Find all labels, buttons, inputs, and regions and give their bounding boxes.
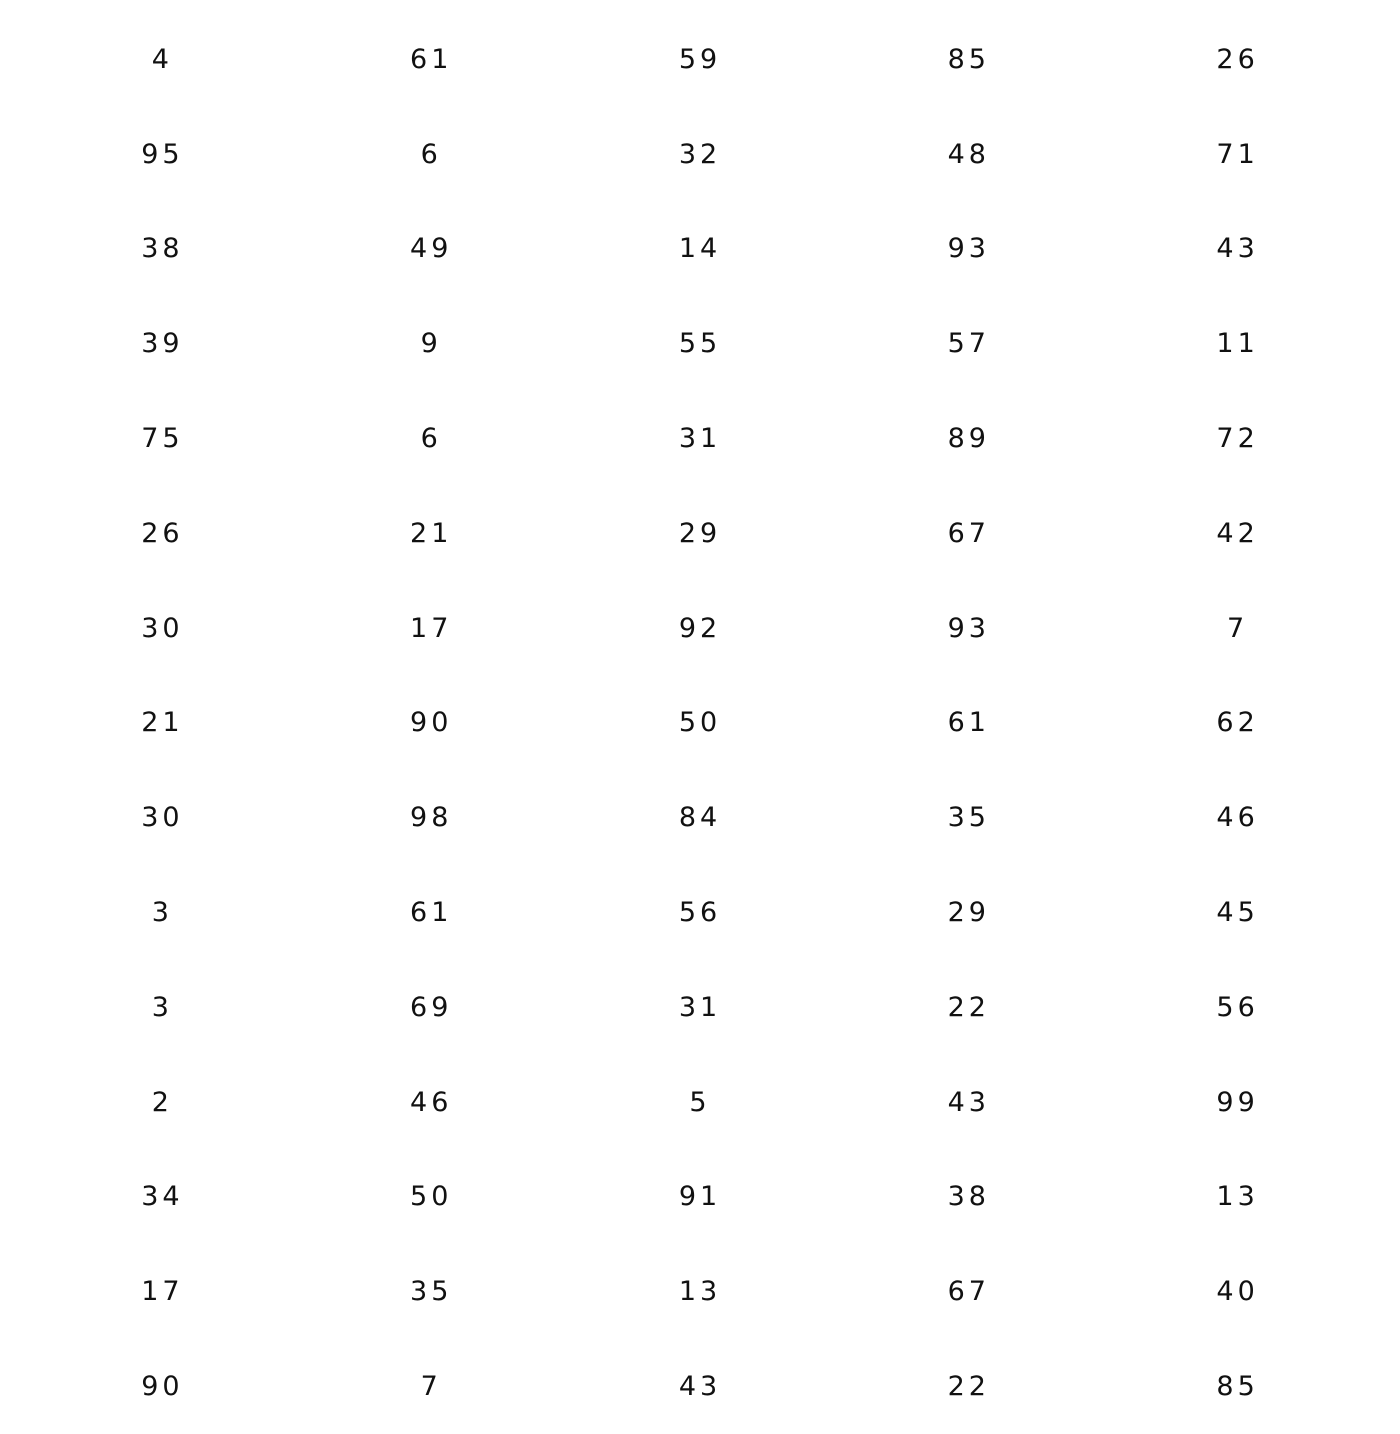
- number-cell: 67: [947, 517, 990, 549]
- number-cell: 21: [141, 707, 184, 739]
- number-cell: 40: [1216, 1276, 1259, 1308]
- number-cell: 61: [947, 707, 990, 739]
- number-cell: 90: [410, 707, 453, 739]
- number-cell: 3: [151, 991, 173, 1023]
- number-cell: 43: [1216, 233, 1259, 265]
- number-cell: 13: [1216, 1181, 1259, 1213]
- number-cell: 11: [1216, 328, 1259, 360]
- number-cell: 91: [678, 1181, 722, 1213]
- number-cell: 98: [410, 802, 453, 834]
- number-cell: 6: [420, 423, 442, 455]
- number-cell: 26: [141, 517, 184, 549]
- number-cell: 62: [1216, 707, 1259, 739]
- number-cell: 67: [947, 1276, 990, 1308]
- number-cell: 48: [947, 138, 990, 170]
- number-cell: 85: [947, 43, 990, 75]
- number-cell: 46: [410, 1086, 453, 1118]
- number-cell: 55: [678, 328, 722, 360]
- number-cell: 17: [410, 612, 453, 644]
- number-cell: 29: [678, 517, 722, 549]
- number-cell: 56: [1216, 991, 1259, 1023]
- number-cell: 75: [141, 423, 184, 455]
- number-cell: 46: [1216, 802, 1259, 834]
- number-cell: 3: [151, 897, 173, 929]
- number-cell: 50: [410, 1181, 453, 1213]
- number-cell: 13: [678, 1276, 722, 1308]
- number-cell: 45: [1216, 897, 1259, 929]
- number-cell: 6: [420, 138, 442, 170]
- number-cell: 92: [678, 612, 722, 644]
- number-cell: 31: [678, 991, 722, 1023]
- number-cell: 9: [420, 328, 442, 360]
- number-cell: 38: [947, 1181, 990, 1213]
- number-cell: 61: [410, 897, 453, 929]
- number-cell: 32: [678, 138, 722, 170]
- number-cell: 30: [141, 612, 184, 644]
- number-cell: 42: [1216, 517, 1259, 549]
- number-cell: 61: [410, 43, 453, 75]
- number-cell: 84: [678, 802, 722, 834]
- number-cell: 29: [947, 897, 990, 929]
- number-cell: 57: [947, 328, 990, 360]
- number-cell: 85: [1216, 1371, 1259, 1403]
- number-cell: 26: [1216, 43, 1259, 75]
- number-cell: 56: [678, 897, 722, 929]
- number-cell: 4: [151, 43, 173, 75]
- number-cell: 43: [947, 1086, 990, 1118]
- number-cell: 30: [141, 802, 184, 834]
- number-cell: 69: [410, 991, 453, 1023]
- number-grid: [28, 12, 1372, 1434]
- number-cell: 39: [141, 328, 184, 360]
- number-cell: 90: [141, 1371, 184, 1403]
- number-cell: 43: [678, 1371, 722, 1403]
- number-cell: 21: [410, 517, 453, 549]
- number-cell: 34: [141, 1181, 184, 1213]
- number-cell: 5: [689, 1086, 711, 1118]
- number-cell: 50: [678, 707, 722, 739]
- number-cell: 72: [1216, 423, 1259, 455]
- number-cell: 71: [1216, 138, 1259, 170]
- number-cell: 89: [947, 423, 990, 455]
- number-cell: 99: [1216, 1086, 1259, 1118]
- number-cell: 93: [947, 233, 990, 265]
- number-cell: 35: [410, 1276, 453, 1308]
- number-cell: 22: [947, 991, 990, 1023]
- number-cell: 93: [947, 612, 990, 644]
- number-cell: 7: [1226, 612, 1249, 644]
- number-cell: 49: [410, 233, 453, 265]
- number-cell: 38: [141, 233, 184, 265]
- number-cell: 22: [947, 1371, 990, 1403]
- number-cell: 59: [678, 43, 722, 75]
- number-cell: 7: [420, 1371, 442, 1403]
- number-cell: 14: [678, 233, 722, 265]
- number-cell: 2: [151, 1086, 173, 1118]
- number-cell: 17: [141, 1276, 184, 1308]
- number-cell: 35: [947, 802, 990, 834]
- number-cell: 95: [141, 138, 184, 170]
- number-cell: 31: [678, 423, 722, 455]
